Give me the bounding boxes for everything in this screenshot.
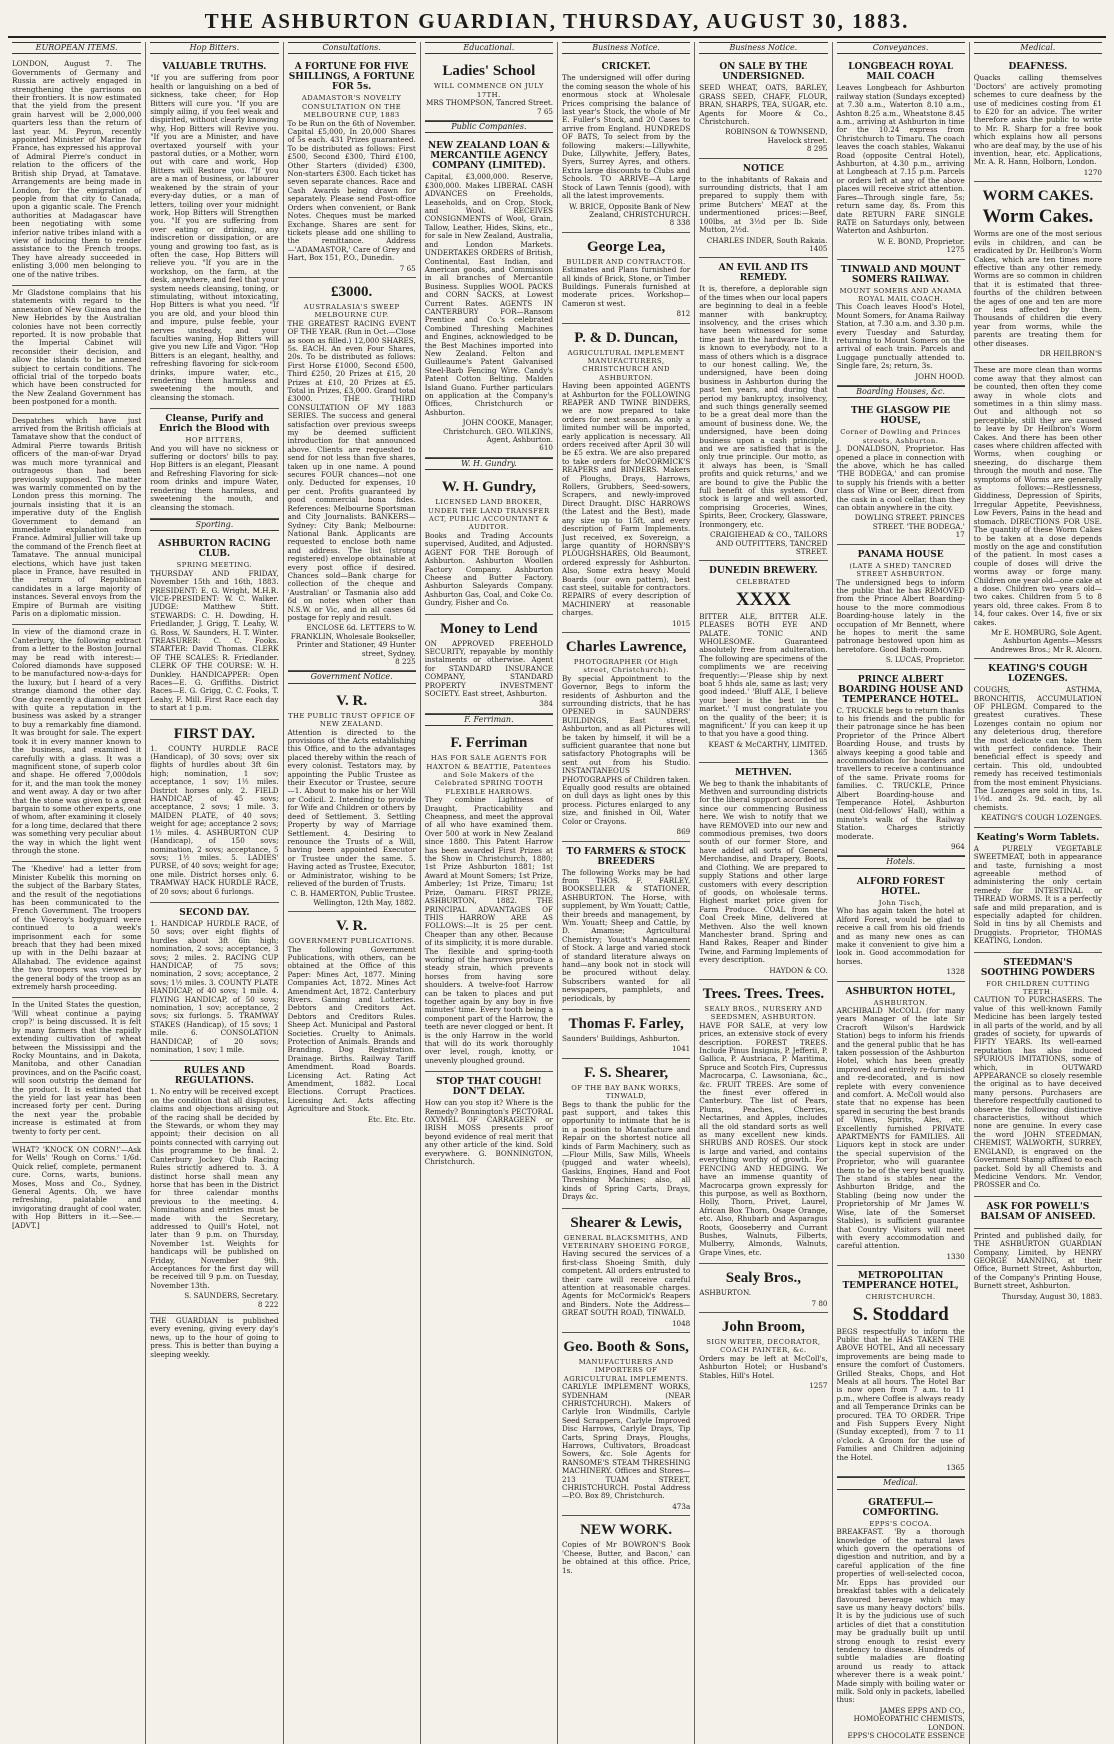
advertisement <box>562 1333 690 1516</box>
ad-subtitle: SPRING MEETING. <box>176 561 253 570</box>
ad-signature: CHARLES INDER, South Rakaia. <box>706 235 828 245</box>
ad-title: VALUABLE TRUTHS. <box>162 62 267 73</box>
ad-title: WORM CAKES. <box>982 188 1094 205</box>
column-heading: Business Notice. <box>699 42 827 54</box>
ad-subtitle: BUILDER AND CONTRACTOR. <box>566 257 686 266</box>
ad-subtitle: HAS FOR SALE AGENTS FOR HAXTON & BEATTIE, Patentees and Sole Makers of the Celebrated SPRING TOOTH FLEXIBLE HARROWS. <box>426 754 552 796</box>
advertisement <box>699 159 827 259</box>
ad-reference: 964 <box>951 842 965 852</box>
ad-body: It is, therefore, a deplorable sign of the times when our local papers are beginning to deal in a feeble manner with bankruptcy, insolvency, and the crises which have been witnessed for some time past in the hardware line. It is known to everybody, not to a mass of others which is a disgrace to our honest calling. We, the undersigned, have been doing business in Ashburton during the past ten years, and during that period my bankruptcy, insolvency, and such things generally seemed to be a great deal more than the amount of business done. We, the undersigned, have been doing business upon a cash principle, and we are satisfied that is the only true principle. Our motto, as it always has been, is 'Small profits and quick returns,' and we are bound to give the Public the full benefit of this system. Our stock is large and well assorted, comprising Groceries, Wines, Spirits, Beer, Crockery, Glassware, Ironmongery, etc. <box>699 284 828 529</box>
column-heading: Medical. <box>974 42 1102 54</box>
ad-subtitle: CHRISTCHURCH. <box>865 1293 936 1302</box>
advertisement <box>974 828 1102 953</box>
advertisement <box>974 659 1102 828</box>
ad-subtitle: CELEBRATED <box>736 578 791 587</box>
masthead-date: AUGUST 30, 1883. <box>706 8 910 33</box>
advertisement <box>288 687 416 912</box>
ad-signature: HAYDON & CO. <box>769 965 828 975</box>
ad-reference: 8 225 <box>395 657 416 666</box>
ad-title: NEW ZEALAND LOAN & MERCANTILE AGENCY COMPANY (LIMITED). <box>427 141 550 172</box>
ad-subtitle: AGRICULTURAL IMPLEMENT MANUFACTURERS, CHRISTCHURCH AND ASHBURTON. <box>567 348 685 382</box>
ad-body: LONDON, August 7. The Governments of Germany and Russia are actively engaged in strengthening the garrisons on their frontiers. It is now estimated that the yield from the present grain harvest will be 2,000,000 quarters less than the return of last year. M. Peyron, recently appointed Minister of Marine for France, has expressed his approval of Admiral Pierre's conduct in relation to the officers of the British ship Dryad, at Tamatave. Arrangements are being made in London, for the emigration of people from that city to Canada, upon a gigantic scale. The French authorities at Madagascar have been negotiating with some inferior native tribes inland with a view of inducing them to render assistance to the French troops. They have already succeeded in enlisting 3,000 men belonging to one of the native tribes. <box>12 59 142 279</box>
section-heading: Public Companies. <box>425 121 553 133</box>
ad-body: Having been appointed AGENTS at Ashburton for the FOLLOWING REAPER AND TWINE BINDERS, we are now prepared to take orders for next season. As only a limited number will be imported, early application is necessary. All orders received after April 30 will be £5 extra. We are also prepared to take orders for McCORMICK'S REAPERS and BINDERS. Makers of Ploughs, Drays, Harrows, Rollers, Grubbers, Seed-sowers, Scrapers, and newly-improved Direct Draught. DISC HARROWS (the Latest and the Best), made any size up to 15ft, and every description of Farm Implements. Just received, ex Sovereign, a large quantity of HORNSBY'S PLOUGHSHARES, Old Beaumont, ordered expressly for Ashburton. Also, Some extra heavy Mould Boards (our own pattern), best cast steel, suitable for contractors. REPAIRS of every description of MACHINERY at reasonable charges. <box>562 381 691 618</box>
ad-title: ASHBURTON HOTEL, <box>845 986 956 997</box>
advertisement <box>562 842 690 1011</box>
ad-body: THURSDAY AND FRIDAY, November 15th and 16th, 1883. PRESIDENT: E. G. Wright, M.H.R. VICE-PRESIDENT: W. C. Walker. JUDGE: Matthew Stitt. STEWARDS: C. H. Dowding, H. Friedlander, J. Grigg, T. Leahy, W. G. Ross, W. Saunders, H. T. Winter. TREASURER: C. C. Fooks. STARTER: David Thomas. CLERK OF THE SCALES: R. Friedlander. CLERK OF THE COURSE: W. H. Dunkley. HANDICAPPER: Open Races—E. G. Griffiths. District Races—E. G. Grigg, C. C. Fooks, T. Leahy, F. Mill. First Race each day to start at 1 p.m. <box>150 568 279 713</box>
ad-subtitle: LICENSED LAND BROKER, UNDER THE LAND TRANSFER ACT, PUBLIC ACCOUNTANT & AUDITOR. <box>428 498 550 532</box>
ad-body: J. DONALDSON, Proprietor. Has opened a place in connection with the above, which he has called 'THE BODEGA,' and can promise to supply his friends with a better class of Wine or Beer, direct from the cask in a cool cellar, than they can obtain anywhere in the city. <box>836 444 965 513</box>
ad-title: METHVEN. <box>735 767 792 778</box>
ad-body: And you will have no sickness or suffering or doctors' bills to pay. Hop Bitters is an elegant, Pleasant and Refreshing Flavoring for sick-room drinks and impure Water, rendering them harmless, and sweetening the mouth, and cleansing the stomach. <box>150 443 279 512</box>
ad-body: BREAKFAST. 'By a thorough knowledge of the natural laws which govern the operations of digestion and nutrition, and by a careful application of the fine properties of well-selected cocoa, Mr. Epps has provided our breakfast tables with a delicately flavoured beverage which may save us many heavy doctors' bills. It is by the judicious use of such articles of diet that a constitution may be gradually built up until strong enough to resist every tendency to disease. Hundreds of subtle maladies are floating around us ready to attack wherever there is a weak point.' Made simply with boiling water or milk. Sold only in packets, labelled thus: <box>836 1527 965 1705</box>
ad-reference: 610 <box>539 443 553 453</box>
ad-title: V. R. <box>336 692 368 709</box>
ad-title: V. R. <box>336 918 368 935</box>
ad-body: Leaves Longbeach for Ashburton railway station (Sundays excepted) at 7.30 a.m., Waterton 8.10 a.m., Ashton 8.25 a.m., Wheatstone 8.45 a.m., arriving at Ashburton in time for the 10.24 express from Christchurch to Timaru. The coach leaves the coach stables, Wakanui Road (opposite Central Hotel), Ashburton, at 4.30 p.m., arriving at Longbeach at 7.15 p.m. Parcels or orders left at any of the above places will receive strict attention. Fares—Through single fare, 5s; return same day, 8s. From this date RETURN FARE SINGLE RATE on Saturdays only, between Waterton and Ashburton. <box>836 83 965 236</box>
section-heading: Boarding Houses, &c. <box>837 386 965 398</box>
advertisement <box>562 57 690 232</box>
advertisement <box>150 409 278 519</box>
ad-title: NEW WORK. <box>580 1522 673 1539</box>
advertisement <box>974 182 1102 363</box>
ad-display-line: XXXX <box>735 588 791 610</box>
ad-title: F. S. Shearer, <box>584 1064 669 1081</box>
column-1 <box>8 42 145 1744</box>
advertisement <box>837 401 965 544</box>
newspaper-title: THE ASHBURTON GUARDIAN, <box>204 8 557 33</box>
ad-title: Charles Lawrence, <box>565 638 687 655</box>
ad-subtitle: AUSTRALASIA'S SWEEP MELBOURNE CUP. <box>303 302 400 320</box>
ad-title: Sealy Bros., <box>725 1270 801 1287</box>
ad-body: ARCHIBALD McCOLL (for many years Manager of the late Sir Cracroft Wilson's Hardwick Station) begs to inform his friends and the general public that he has taken possession of the Ashburton Hotel, which has been greatly improved and entirely re-furnished and re-decorated, and is now replete with every convenience and comfort. A. McColl would also state that no expense has been spared in securing the best brands of Wines, Spirits, Ales, etc. Excellently furnished PRIVATE APARTMENTS for FAMILIES. All Liquors kept in stock are under the special supervision of the Proprietor, who will guarantee them to be of the very best quality. The stand is stables near the Ashburton Bridge, and the Stabling (being now under the Proprietorship of Mr James W. Wise, late of the Somerset Stables), is sufficient guarantee that Country Visitors will meet with every accommodation and careful attention. <box>836 1005 965 1251</box>
ad-body: Capital, £3,000,000. Reserve, £300,000. Makes LIBERAL CASH ADVANCES on Freeholds, Leaseholds, and on Crop, Stock, and Wool. RECEIVES CONSIGNMENTS of Wool, Grain, Tallow, Leather, Hides, Skins, etc., for sale in New Zealand, Australia, and London Markets. UNDERTAKES ORDERS of British, Continental, East Indian, and American goods, and Commission in all branches of Mercantile Business. Supplies WOOL PACKS and CORN SACKS, at Lowest Current Rates. AGENTS IN CANTERBURY FOR—Ransom Prentice and Co.'s celebrated Combined Threshing Machines and Engines, acknowledged to be the Best Machines imported into New Zealand. Felton and Guilleaume's Patent Galvanised Steel-Barb Fencing Wire. Candy's Patent Cotton Belting. Malden Island Guano. Further particulars on application at the Company's Offices, Christchurch or Ashburton. <box>424 172 553 417</box>
ad-subtitle: OF THE BAY BANK WORKS, TINWALD, <box>571 1083 681 1101</box>
ad-body: COUGHS, ASTHMA, BRONCHITIS, ACCUMULATION OF PHLEGM. Compared to the greatest curatives. These Lozenges contain no opium nor any deleterious drug, therefore the most delicate can take them with perfect confidence. Their beneficial effect is speedy and certain. This old, undoubted remedy has received testimonials from the most eminent Physicians. The Lozenges are sold in tins, 1s. 1½d. and 2s. 9d. each, by all chemists. <box>973 685 1102 812</box>
advertisement <box>288 912 416 1128</box>
ad-subtitle: THE PUBLIC TRUST OFFICE OF NEW ZEALAND. <box>287 711 416 729</box>
ad-title: ASHBURTON RACING CLUB. <box>158 539 271 560</box>
advertisement <box>974 1229 1102 1305</box>
ad-signature: S. LUCAS, Proprietor. <box>885 655 965 665</box>
ad-subtitle: John Tisch, <box>878 898 923 907</box>
ad-body: Despatches which have just arrived from the British officials at Tamatave show that the conduct of Admiral Pierre towards British officers of the man-of-war Dryad was much more tyrannical and outrageous than had been previously supposed. The matter was warmly commented on by the London press this morning. The journals insisting that it is an imperative duty of the English Government to demand an immediate explanation from France. Admiral Jullier will take up the command of the French fleet at Tamatave. The annual municipal elections, which have just taken place in France, have resulted in the return of Republican candidates in a large majority of instances. Several envoys from the Empire of Burmah are visiting Paris on a diplomatic mission. <box>12 415 142 618</box>
ad-signature: Mr E. HOMBURG, Sole Agent. Ashburton Agents—Messrs Andrewes Bros.; Mr R. Alcorn. <box>990 627 1102 654</box>
ad-body: To be Run on the 6th of November. Capital £5,000, In 20,000 Shares of 5s each. 431 Prizes guaranteed. To be distributed as follows: First £500, Second £300, Third £100, Other Starters (divided) £300, Non-starters £300. Each ticket has seven separate chances. Race and Cash Awards being drawn for separately. Please send Post-office Orders when convenient, or Bank Notes. Cheques must be marked Exchange. Shares are sent for tickets please add one shilling to the remittance. Address—'ADAMASTOR,' Care of Grey and Hart, Box 151, P.O., Dunedin. <box>287 118 416 263</box>
advertisement <box>837 872 965 982</box>
advertisement <box>562 1059 690 1209</box>
ad-title: ALFORD FOREST HOTEL. <box>856 876 945 897</box>
ad-body: Who has again taken the hotel at Alford Forest, would be glad to receive a call from his old friends and as many new ones as can make it convenient to give him a look in. Good accommodation for horses. <box>836 906 965 966</box>
advertisement <box>425 136 553 457</box>
ad-body: 1. COUNTY HURDLE RACE (Handicap), of 30 sovs; over six flights of hurdles about 3ft 6in high; nomination, 1 sov; acceptance, 1 sov; 1½ miles. District horses only. 2. FIELD HANDICAP, of 45 sovs; acceptance, 2 sovs; 1 mile. 3. MAIDEN PLATE, of 40 sovs; weight for age; acceptance 2 sovs; 1½ miles. 4. ASHBURTON CUP (Handicap), of 150 sovs; nomination, 2 sovs; acceptance, 5 sovs; 1½ miles. 5. LADIES' PURSE, of 40 sovs; weight for age; one mile. District horses only. 6. TRAMWAY HACK HURDLE RACE, of 20 sovs; about 6 furlongs. <box>150 743 279 896</box>
ad-title: Ladies' School <box>442 63 536 80</box>
ad-body: In the United States the question, 'Will wheat continue a paying crop?' is being discussed. It is felt by many farmers that the rapidly extending cultivation of wheat between the Mississippi and the Rocky Mountains, and in Dakota, Manitoba, and other Canadian provinces, and on the Pacific coast, will soon outstrip the demand for the product. It is estimated that the yield for last year has been increased forty per cent. During the next year the probable increase is estimated at from twenty to forty per cent. <box>12 1000 142 1136</box>
ad-body: to the inhabitants of Rakaia and surrounding districts, that I am prepared to supply them with prime Butchers' MEAT at the undermentioned prices:—Beef, 100lbs, at 3½d per lb. Side Mutton, 2½d. <box>699 174 828 235</box>
ad-reference: 869 <box>676 827 691 837</box>
advertisement <box>150 903 278 1062</box>
advertisement <box>837 670 965 857</box>
ad-body: Worms are one of the most serious evils in children, and can be eradicated by Dr. Heilbron's Worm Cakes, which are ten times more effective than any other remedy. Worms are so common in children that it is estimated that three-fourths of the children between the ages of one and ten are more or less affected by them. Thousands of children die every year from worms, while the parents are treating them for other diseases. <box>973 229 1102 348</box>
column-heading: Business Notice. <box>562 42 690 54</box>
ad-body: Begs to thank the public for the past support, and takes this opportunity to intimate that he is in a position to Manufacture and Repair on the shortest notice all kinds of Farm Machinery, such as—Flour Mills, Saw Mills, Wheels (pugged and water wheels), Gaskins, Engines, Hand and Foot Threshing Machines; also, all kinds of Spring Carts, Drays, Drays &c. <box>562 1099 691 1202</box>
column-8 <box>969 42 1106 1744</box>
ad-title: ON SALE BY THE UNDERSIGNED. <box>719 62 808 83</box>
ad-title: STEEDMAN'S SOOTHING POWDERS <box>980 957 1095 978</box>
ad-reference: 1257 <box>809 1381 828 1390</box>
ad-subtitle: HOP BITTERS, <box>185 436 244 445</box>
ad-title: P. & D. Duncan, <box>574 329 678 346</box>
ad-reference: 17 <box>955 530 965 540</box>
advertisement <box>699 1313 827 1394</box>
ad-title: GRATEFUL—COMFORTING. <box>862 1497 939 1518</box>
ad-reference: 384 <box>539 699 553 709</box>
advertisement <box>699 1264 827 1313</box>
ad-body: 1. HANDICAP HURDLE RACE, of 50 sovs; over eight flights of hurdles about 3ft 6in high; nomination, 2 sovs; acceptance, 3 sovs; 2 miles. 2. RACING CUP HANDICAP, of 75 sovs; nomination, 2 sovs; acceptance, 2 sovs; 1½ miles. 3. COUNTY PLATE HANDICAP, of 40 sovs; 1 mile. 4. FLYING HANDICAP, of 50 sovs; nomination, 1 sov; acceptance, 2 sovs; six furlongs. 5. TRAMWAY STAKES (Handicap), of 15 sovs; 1 mile. 6. CONSOLATION HANDICAP, of 20 sovs; nomination, 1 sov; 1 mile. <box>150 918 279 1055</box>
ad-title: TINWALD AND MOUNT SOMERS RAILWAY. <box>840 264 961 285</box>
ad-title: RULES AND REGULATIONS. <box>174 1066 254 1087</box>
advertisement <box>12 57 141 286</box>
ad-title: KEATING'S COUGH LOZENGES. <box>988 664 1088 685</box>
ad-title: LONGBEACH ROYAL MAIL COACH <box>848 62 954 83</box>
ad-title: AN EVIL AND ITS REMEDY. <box>718 263 809 284</box>
ad-title: Thomas F. Farley, <box>568 1016 684 1032</box>
advertisement <box>425 615 553 714</box>
ad-reference: 1365 <box>946 1463 965 1473</box>
column-heading: Educational. <box>425 42 553 54</box>
advertisement <box>562 324 690 633</box>
advertisement <box>12 286 141 414</box>
ad-title: Money to Lend <box>440 620 538 637</box>
ad-signature: JOHN COOKE, Manager, Christchurch. GEO. WILKINS, Agent, Ashburton. <box>443 418 553 445</box>
advertisement <box>699 57 827 158</box>
advertisement <box>288 278 416 671</box>
ad-body: Orders may be left at McColl's, Ashburton Hotel; or Husband's Stables, Hill's Hotel. <box>699 1353 828 1380</box>
ad-signature: CRAIGIEHEAD & CO., TAILORS AND OUTFITTERS, TANCRED STREET. <box>710 530 828 556</box>
ad-body: How can you stop it? Where is the Remedy? Bonnington's PECTORAL OXYMEL OF CARRAGEEN or IRISH MOSS presents proof beyond evidence of real merit that any other article of the kind. Sold everywhere. G. BONNINGTON, Christchurch. <box>424 1098 553 1167</box>
ad-body: CAUTION TO PURCHASERS. The value of this well-known Family Medicine has been largely tested in all parts of the world, and by all grades of society, for upwards of FIFTY YEARS. Its well-earned reputation has also induced SPURIOUS IMITATIONS, some of which, in OUTWARD APPEARANCE so closely resemble the original as to have deceived many persons. Purchasers are therefore respectfully cautioned to observe the following distinctive characteristics, without which none are genuine. In every case the word JOHN STEEDMAN, CHEMIST, WALWORTH, SURREY, ENGLAND, is engraved on the Government Stamp affixed to each packet. Sold by all Chemists and Medicine Vendors. Mr. Vendor, PROSSER and Co. <box>973 995 1102 1190</box>
advertisement <box>837 982 965 1267</box>
ad-body: CARLYLE IMPLEMENT WORKS, SYDENHAM (NEAR CHRISTCHURCH). Makers of Carlyle Iron Windmills, Carlyle Seed Scrappers, Carlyle Improved Disc Harrows, Carlyle Drays, Tip Carts, Spring Drays, Ploughs, Harrows, Cultivators, Broadcast Sowers, &c. Sole Agents for RANSOME'S STEAM THRESHING MACHINERY. Offices and Stores—213 TUAM STREET, CHRISTCHURCH. Postal Address—P.O. Box 89, Christchurch. <box>562 1382 691 1501</box>
ad-reference: 1015 <box>671 618 691 628</box>
advertisement <box>12 414 141 626</box>
section-heading: W. H. Gundry. <box>425 458 553 470</box>
ad-body: Copies of Mr BOWRON'S Book 'Cheese, Butter, and Bacon,' can be obtained at this office. Price, 1s. <box>562 1540 691 1575</box>
ad-body: The following Works may be had from THOS. F. FARLEY, BOOKSELLER & STATIONER, ASHBURTON. The Horse, with supplement, by Wm Youatt; Cattle, their breeds and management, by Wm. Youatt; Sheep and Cattle, by D. Amamse; Agricultural Chemistry; Youatt's Management of Stock. A large and varied stock of standard literature always on hand—any book not in stock will be procured without delay. Subscribers wanted for all newspapers, pamphlets, and periodicals, by <box>562 867 691 1003</box>
column-2 <box>145 42 282 1744</box>
ad-body: In view of the diamond craze in Canterbury, the following extract from a letter to the Boston Journal may be read with interest:—Colored diamonds have supposed to be manufactured now-a-days for the luxury, but I heard of a very strange diamond the other day. One day recently a diamond expert with quite a reputation in the business was asked by a stranger to buy a remarkably fine diamond. It was brought for sale. The expert took it in every manner known to the business, and examined it carefully with a glass. It was a magnificent stone, of superb color and shape. He offered 7,000dols for it, and the man took the money and went away. A day or two after that the stone was given to a great bargain to some other experts, one of whom, after examining it closely for a long time, declared that there was something very peculiar about the way in which the light went through the stone. <box>12 627 142 855</box>
section-heading: Sporting. <box>150 519 278 531</box>
advertisement <box>150 1314 278 1365</box>
ad-title: NOTICE <box>742 163 784 174</box>
ad-body: BITTER ALE, BITTER ALE. PLEASES BOTH EYE AND PALATE. TONIC AND WHOLESOME. Guaranteed absolutely free from adulteration. The following are specimens of the compliments we are receiving frequently:—'Please ship by next boat 5 hhds ale, same as last; very good indeed.' 'Bluff ALE, I believe your beer is the best in the market.' 'I must congratulate you on the quality of the beer; it is magnificent.' If you can keep it up to that you have a good thing. <box>699 611 828 739</box>
ad-subtitle: MANUFACTURERS AND IMPORTERS OF AGRICULTURAL IMPLEMENTS. <box>563 1357 689 1383</box>
ad-body: WHAT? 'KNOCK ON CORN!'—Ask for Wells' 'Rough on Corns.' 1/6d. Quick relief, complete, permanent cure. Corns, warts, bunions. Moses, Moss and Co., Sydney, General Agents. Oh, we have refreshing, palatable and invigorating draught of cool water, with Hop Bitters in it.—See.—[ADVT.] <box>12 1144 142 1230</box>
ad-title: ASK FOR POWELL'S BALSAM OF ANISEED. <box>980 1201 1096 1222</box>
ad-body: 1. No entry will be received except on the condition that all disputes, claims and objections arising out of the racing shall be decided by the Stewards, or whom they may appoint; their decision on all points connected with carrying out this programme to be final. 2. Canterbury Jockey Club Racing Rules strictly adhered to. 3. A distinct horse shall mean any horse that has been in the District for three calendar months previous to the meeting. 4. Nominations and entries must be made with the Secretary, addressed to Quill's Hotel, not later than 9 p.m. on Thursday, November 1st. Weights for handicaps will be published on Friday, November 9th. Acceptances for the first day will be received till 9 p.m. on Tuesday, November 13th. <box>150 1087 279 1290</box>
ad-signature: W. BRICE, Opposite Bank of New Zealand, CHRISTCHURCH. <box>569 201 691 219</box>
ad-title: George Lea, <box>586 238 666 255</box>
ad-title: Trees. Trees. Trees. <box>702 985 825 1002</box>
ad-title: METROPOLITAN TEMPERANCE HOTEL, <box>842 1271 959 1292</box>
ad-body: The following Government Publications, with others, can be obtained at the Office of this Paper: Mines Act, 1877. Mining Companies Act, 1872. Mines Act Amendment Act, 1872. Canterbury Rivers. Gaming and Lotteries. Debtors and Creditors Act. Debtors and Creditors Rules. Sheep Act. Municipal and Pastoral Societies. Cruelty to Animals. Protection of Animals. Brands and Branding. Dog Registration. Drainage. Births. Railway Tariff Amendment. Road Boards. Licensing Act. Rating Act Amendment, 1882. Local Elections. Corrupt Practices. Licensing Act. Acts affecting Agriculture and Stock. <box>287 944 416 1114</box>
masthead <box>8 6 1106 38</box>
ad-reference: 1405 <box>809 243 828 253</box>
ad-reference: 7 65 <box>536 106 553 116</box>
ad-title: W. H. Gundry, <box>441 479 536 496</box>
columns <box>8 42 1106 1740</box>
ad-subtitle: MOUNT SOMERS AND ANAMA ROYAL MAIL COACH. <box>839 286 962 303</box>
ad-body: ON APPROVED FREEHOLD SECURITY, repayable by monthly instalments or otherwise. Agent for STANDARD INSURANCE COMPANY, STANDARD PROPERTY INVESTMENT SOCIETY. East street, Ashburton. <box>424 638 553 698</box>
ad-subtitle: SIGN WRITER, DECORATOR, COACH PAINTER, &c. <box>706 1337 821 1355</box>
column-5 <box>557 42 694 1744</box>
section-heading: Medical. <box>837 1477 965 1489</box>
ad-subtitle: WILL COMMENCE ON JULY 17TH. <box>433 82 544 99</box>
advertisement <box>150 534 278 719</box>
ad-body: Mr Gladstone complains that his statements with regard to the annexation of New Guinea and the New Hebrides by the Australian colonies have not been correctly reported. It is now probable that the Imperial Cabinet will reconsider their decision, and allow the islands to be annexed subject to certain conditions. The official trial of the torpedo boats which have been constructed for the New Zealand Government has been postponed for a month. <box>12 287 142 407</box>
masthead-day: THURSDAY, <box>562 8 701 33</box>
advertisement <box>12 862 141 998</box>
ad-reference: 7 80 <box>811 1298 828 1308</box>
advertisement <box>562 1209 690 1333</box>
ad-body: Having secured the services of a first-class Shoeing Smith, duly competent. All orders entrusted to their care will receive careful attention at reasonable charges. Agents for McCormick's Reapers and Binders. Note the Address—GREAT SOUTH ROAD, TINWALD. <box>562 1249 691 1318</box>
ad-reference: 8 222 <box>257 1299 279 1309</box>
ad-body: The undersigned will offer during the coming season the whole of his enormous stock at Wholesale Prices comprising the balance of last year's Stock, the whole of Mr E. Fuller's Stock, and 20 Cases to arrive from England. HUNDREDS OF BATS, To select from by the following makers:—Lillywhite, Duke, Lillywhite, Jeffery, Bates, Syers, Surrey Ayres, and others. Extra large discounts to Clubs and Schools. TO ARRIVE—A Large Stock of Lawn Tennis (good), with all the latest improvements. <box>562 73 691 201</box>
ad-subtitle: FOR CHILDREN CUTTING TEETH. <box>986 979 1090 996</box>
ad-body: The 'Khedive' had a letter from Minister Kubelik this morning on the subject of the Barbary States, and the result of the negotiations has been communicated to the French Government. The troopers of the Viceroy's bodyguard were continued to a week's imprisonment each for some breach that they had been mixed up with in the Delhi bazaar at Allahabad. The evidence against the two troopers was viewed by the general body of the troop as an extremely harsh proceeding. <box>12 864 142 992</box>
ad-title: FIRST DAY. <box>173 725 255 742</box>
advertisement <box>150 720 278 903</box>
ad-display-line: S. Stoddard <box>852 1303 949 1325</box>
column-heading: Consultations. <box>288 42 416 54</box>
ad-reference: 1270 <box>1083 167 1102 177</box>
advertisement <box>974 363 1102 659</box>
ad-body: C. TRUCKLE begs to return thanks to his friends and the public for their patronage since he has been Proprietor of the Prince Albert Boarding House, and trusts by always keeping a good table and accommodation for boarders and travellers to receive a continuance of the same. Private rooms for families. C. TRUCKLE, Prince Albert Boarding-house and Temperance Hotel, Ashburton (next Old-fellows' Hall), within a minute's walk of the Railway Station. Charges strictly moderate. <box>836 705 965 841</box>
advertisement <box>974 953 1102 1197</box>
ad-subtitle: ADAMASTOR'S NOVELTY CONSULTATION ON THE MELBOURNE CUP, 1883 <box>301 94 402 120</box>
ad-signature: KEAST & McCARTHY, LIMITED. <box>708 739 828 749</box>
advertisement <box>425 57 553 121</box>
ad-title: £3000. <box>331 283 373 300</box>
ad-title: Shearer & Lewis, <box>570 1214 682 1231</box>
ad-body: This Coach leaves Hood's Hotel, Mount Somers, for Anama Railway Station, at 7.30 a.m. and 3.30 p.m. every Tuesday and Saturday, returning to Mount Somers on the arrival of each train. Parcels and Luggage punctually attended to. Single fare, 2s; return, 3s. <box>836 302 965 371</box>
ad-body: The undersigned begs to inform the public that he has REMOVED from the Prince Albert Boarding-house to the more commodious Boarding-house lately in the occupation of Mr Bennett, where he hopes to merit the same patronage bestowed upon him as heretofore. Good Bath-room. <box>836 577 965 654</box>
ad-title: Keating's Worm Tablets. <box>976 832 1100 843</box>
ad-reference: 7 65 <box>399 263 416 273</box>
ad-title: John Broom, <box>721 1318 805 1335</box>
ad-reference: 1041 <box>671 1044 691 1054</box>
advertisement <box>562 233 690 324</box>
advertisement <box>837 260 965 386</box>
ad-subtitle: SEALY BROS., NURSERY AND SEEDSMEN, ASHBURTON. <box>704 1004 823 1022</box>
ad-title: CRICKET. <box>601 62 651 73</box>
ad-reference: 812 <box>676 309 691 319</box>
ad-body: Books and Trading Accounts supervised, Audited, and Adjusted. AGENT FOR THE Borough of Ashburton. Ashburton Woollen Factory Company. Ashburton Cheese and Butter Factory. Ashburton Saleyards Company. Ashburton Gas, Coal, and Coke Co. Gundry, Fisher and Co. <box>424 530 553 608</box>
ad-reference: 8 295 <box>806 144 828 154</box>
ad-body: By special Appointment to the Governor, Begs to inform the residents of Ashburton and the surrounding districts, that he has OPENED in SAUNDERS' BUILDINGS, East street, Ashburton, and as all Pictures will be taken by himself, it will be a sufficient guarantee that none but satisfactory Photographs will be sent out from his Studio. INSTANTANEOUS PHOTOGRAPHS of Children taken. Equally good results are obtained on dull days as light ones by this process. Pictures enlarged to any size, and finished in Oil, Water Color or Crayons. <box>562 673 691 826</box>
advertisement <box>837 545 965 670</box>
advertisement <box>425 473 553 614</box>
ad-title: PRINCE ALBERT BOARDING HOUSE AND TEMPERANCE HOTEL. <box>838 674 964 705</box>
ad-signature: S. SAUNDERS, Secretary. <box>184 1291 279 1301</box>
section-heading: F. Ferriman. <box>425 714 553 726</box>
ad-signature: KEATING'S COUGH LOZENGES. <box>980 813 1102 823</box>
advertisement <box>288 57 416 278</box>
ad-reference: 1275 <box>946 245 965 255</box>
ad-reference: 473a <box>672 1501 691 1511</box>
ad-title: A FORTUNE FOR FIVE SHILLINGS, A FORTUNE FOR 5s. <box>288 62 415 93</box>
ad-reference: 1328 <box>946 967 965 977</box>
advertisement <box>699 561 827 762</box>
advertisement <box>12 998 141 1143</box>
ad-body: THE GUARDIAN is published every evening, giving every day's news, up to the hour of going to press. This is better than buying a sleeping weekly. <box>150 1316 279 1359</box>
ad-title: DUNEDIN BREWERY. <box>709 566 818 577</box>
ad-title: DEAFNESS. <box>1008 62 1068 73</box>
section-heading: Hotels. <box>837 856 965 868</box>
ad-body: Attention is directed to the provisions of the Acts establishing this Office, and to the advantages placed thereby within the reach of every colonist. Testators may, by appointing the Public Trustee as their Executor or Trustee, secure—1. About to make his or her Will or Codicil. 2. Intending to provide for Wife and Children or others by deed of Settlement. 3. Settling Property by way of Marriage Settlement. 4. Desiring to renounce the Trusts of a Will, having been appointed Executor or Trustee under the same. 5. Having acted as Trustee, Executor, or Administrator, wishing to be relieved of the burden of Trusts. <box>287 727 416 888</box>
ad-body: Quacks calling themselves 'Doctors' are actively promoting schemes to cure deafness by the use of medicines costing from £1 to £20 for an advice. The writer therefore asks the public to write to Mr. R. Sharp for a free book which explains how all persons who are deaf may, by the use of his invention, hear, etc. Applications, Mr. A. R. Hann, Holborn, London. <box>973 73 1103 167</box>
ad-reference: EPPS'S CHOCOLATE ESSENCE <box>847 1731 965 1740</box>
ad-signature: ENCLOSE 6d. LETTERS to W. FRANKLIN, Wholesale Bookseller, Printer and Stationer, 49 Hunter street, Sydney. <box>290 623 416 658</box>
ad-signature: C. B. HAMERTON, Public Trustee. Wellington, 12th May, 1882. <box>290 889 416 907</box>
ad-reference: Etc. Etc. Etc. <box>367 1114 416 1124</box>
advertisement <box>699 258 827 561</box>
advertisement <box>974 57 1102 182</box>
ad-signature: DR HEILBRON'S <box>1039 348 1102 358</box>
ad-subtitle: ASHBURTON. <box>873 998 928 1007</box>
ad-body: ASHBURTON. <box>699 1288 752 1298</box>
column-heading: EUROPEAN ITEMS. <box>12 42 141 54</box>
advertisement <box>425 1072 553 1172</box>
ad-subtitle: (LATE A SHED) TANCRED STREET ASHBURTON. <box>849 561 952 579</box>
ad-title: THE GLASGOW PIE HOUSE, <box>850 406 951 427</box>
advertisement <box>425 729 553 1072</box>
column-6 <box>694 42 831 1744</box>
ad-body: We beg to thank the inhabitants of Methven and surrounding districts for the liberal support accorded us since our commencing Business here. We wish to notify that we have REMOVED into our new and commodious premises, two doors south of our former Store, and have added all sorts of General Merchandise, and Drapery, Boots, and Clothing. We are prepared to supply Stations and other large customers with every description of goods, on wholesale terms. Highest market price given for Farm Produce. COAL from the Coal Creek Mine, delivered at Methven. Also the well known Manchester brand. Spring and Hand Rakes, Reaper and Binder Twine, and Farming Implements of every description. <box>699 778 828 965</box>
column-4 <box>420 42 557 1744</box>
ad-body: BEGS respectfully to inform the Public that he HAS TAKEN THE ABOVE HOTEL, And all necessary improvements are being made to ensure the comfort of Customers. Grilled Steaks, Chops, and Hot Meals at all hours. The Hotel Bar is now open from 7 a.m. to 11 p.m., where Coffee is always ready and all Temperance Drinks can be procured. TEA TO ORDER. Tripe and Fish Suppers Every Night (Sunday excepted), from 7 to 11 o'clock. A Groom for the use of Families and Children adjoining the Hotel. <box>836 1326 965 1462</box>
advertisement <box>150 1061 278 1314</box>
advertisement <box>699 763 827 980</box>
ad-body: THE GREATEST RACING EVENT OF THE YEAR. (Run in Oct.—Close as soon as filled.) 12,000 SHARES, 5s. EACH. An even Four Shares, 20s. To be distributed as follows: First Horse £1000, Second £500, Third £250, 20 Prizes at £15, 20 Prizes at £10, 20 Prizes at £5. Total in Prizes, £3,000. Grand total £3000. THE THIRD CONSULTATION OF MY 1883 SERIES. The success and general satisfaction over previous sweeps my be deemed sufficient introduction for that announced above. Clients are requested to send for not less than five shares, taken up in one name. A pound secures FOUR chances—not one only. Deducted for expenses, 10 per cent. Profits guaranteed by good commercial bona fides. References: Melbourne Sportsman and City Journalists. BANKERS—Sydney: City Bank; Melbourne: National Bank. Applicants are requested to enclose both name and address. The list (strong registered) envelope obtainable at every post office if desired. Chances sold—Bank charge for collection of the cheque and 'Australian' or Tasmania also add 6d on notes when other than N.S.W. or Vic, and in all cases 6d postage for reply and result. <box>287 318 416 622</box>
ad-subtitle: Corner of Dowling and Princes streets, Ashburton. <box>840 428 962 445</box>
ad-signature: JAMES EPPS AND CO., HOMOEOPATHIC CHEMISTS, LONDON. <box>853 1705 965 1732</box>
ad-subtitle: PHOTOGRAPHER (Of High street, Christchurch). <box>573 657 679 675</box>
ad-body: Printed and published daily, for THE ASHBURTON GUARDIAN Company, Limited, by HENRY GEORGE MANNING, at their Office, Burnett Street, Ashburton, of the Company's Printing House, Burnett street, Ashburton. <box>973 1230 1102 1291</box>
section-heading: Government Notice. <box>288 671 416 683</box>
ad-body: SEED WHEAT, OATS, BARLEY, GRASS SEED, CHAFF, FLOUR, BRAN, SHARPS, TEA, SUGAR, etc. Agents for Moore & Co., Christchurch. <box>699 83 828 127</box>
column-3 <box>283 42 420 1744</box>
ad-display-line: Worm Cakes. <box>982 206 1094 228</box>
ad-subtitle: GENERAL BLACKSMITHS, AND VETERINARY SHOEING FORGE, <box>562 1233 690 1250</box>
advertisement <box>562 1516 690 1581</box>
ad-body: These are more clean than worms come away that they almost can be counted, then often they come away in whole clots and sometimes in a thin slimy mass. Out and although not so perceptible, still they are caused to leave by Dr Heilbron's Worm Cakes. And there has been other cases where children affected with Worms, when coughing or sneezing, do discharge them through the mouth and nose. The symptoms of Worms are generally as follows:—Restlessness, Giddiness, Depression of Spirits, Irregular Appetite, Peevishness, Low Fevers, Pains in the head and stomach. DIRECTIONS FOR USE. The quantity of these Worm Cakes to be taken at a dose depends mostly on the age and constitution of the patient. In most cases a couple of doses will drive the worms away or forge many. Children one year old—one cake at a dose. Children two years old—two cakes. Children from 5 to 8 years old, three cakes. From 8 to 14, four cakes. Over 14, five or six cakes. <box>973 365 1102 627</box>
ad-signature: JOHN HOOD. <box>915 371 965 381</box>
advertisement <box>837 57 965 259</box>
advertisement <box>699 980 827 1264</box>
ad-subtitle: GOVERNMENT PUBLICATIONS. <box>288 937 415 946</box>
ad-signature: ROBINSON & TOWNSEND, Havelock street. <box>725 127 828 145</box>
ad-reference: Thursday, August 30, 1883. <box>1002 1291 1102 1301</box>
ad-reference: 8 338 <box>669 218 691 228</box>
ad-title: Geo. Booth & Sons, <box>563 1338 689 1355</box>
ad-title: TO FARMERS & STOCK BREEDERS <box>566 846 686 867</box>
advertisement <box>837 1266 965 1477</box>
column-heading: Conveyances. <box>837 42 965 54</box>
advertisement <box>974 1197 1102 1229</box>
column-7 <box>832 42 969 1744</box>
advertisement <box>12 1143 141 1236</box>
advertisement <box>837 1493 965 1744</box>
ad-reference: 1365 <box>809 748 828 758</box>
ad-title: STOP THAT COUGH! DON'T DELAY. <box>436 1077 542 1098</box>
ad-signature: DOWLING STREET. PRINCES STREET. 'THE BODEGA.' <box>854 513 965 531</box>
ad-body: A PURELY VEGETABLE SWEETMEAT, both in appearance and taste, furnishing a most agreeable method of administering the only certain remedy for INTESTINAL or THREAD WORMS. It is a perfectly safe and mild preparation, and is especially adapted for children. Sold in tins by all Chemists and Druggists. Proprietor, THOMAS KEATING, London. <box>973 843 1102 946</box>
ad-title: Cleanse, Purify and Enrich the Blood with <box>159 414 270 435</box>
advertisement <box>12 625 141 862</box>
advertisement <box>150 57 278 409</box>
column-heading: Hop Bitters. <box>150 42 278 54</box>
ad-body: "If you are suffering from poor health or languishing on a bed of sickness, take cheer, for Hop Bitters will cure you. "If you are simply ailing, if you feel weak and dispirited, without clearly knowing why, Hop Bitters will Revive you. "If you are a Minister, and have overtaxed yourself with your pastoral duties, or a Mother, worn out with care and work, Hop Bitters will Restore you. "If you are a man of business, or labourer weakened by the strain of your every-day duties, or a man of letters, toiling over your midnight work, Hop Bitters will Strengthen you. "If you are suffering from over eating or drinking, any indiscretion or dissipation, or are young and growing too fast, as is often the case, Hop Bitters will relieve you. "If you are in the workshop, on the farm, at the desk, anywhere, and feel that your system needs cleansing, toning, or stimulating, without intoxicating, Hop Bitters is what you need. "If you are old, and your blood thin and impure, pulse feeble, your nerves unsteady, and your faculties waning, Hop Bitters will give you new Life and Vigor. "Hop Bitters is an elegant, healthy, and refreshing flavoring for sick-room drinks, impure water, etc., rendering them harmless and sweetening the mouth, and cleansing the stomach. <box>150 73 279 402</box>
ad-body: They combine Lightness of Draught, Practicability and Cheapness, and meet the approval of all who have examined them. Over 500 at work in New Zealand since 1880. This Patent Harrow has been awarded First Prizes at the Show in Christchurch, 1880; 1st Prize Ashburton 1881; 1st Award at Mount Somers; 1st Prize, Amberley; 1st Prize, Timaru; 1st Prize, Oamaru. FIRST PRIZE, ASHBURTON, 1882. THE PRINCIPAL ADVANTAGES OF THIS HARROW ARE AS FOLLOWS:—It is 25 per cent. Cheaper than any other. Because of its simplicity, it is more durable. The flexible and spring-tooth working of the harrows produce a steady strain, which prevents horses from having sore shoulders. A twelve-foot Harrow can be taken to places and put together again by any boy in five minutes' time. Every tooth being a component part of the Harrow, the teeth are never clogged or bent. It is the only Harrow in the world that will do its work thoroughly over level, rough, knotty, or unevenly ploughed ground. <box>424 795 553 1065</box>
ad-title: SECOND DAY. <box>179 907 250 918</box>
advertisement <box>562 1010 690 1059</box>
ad-signature: MRS THOMPSON, Tancred Street. <box>425 98 553 108</box>
ad-body: Estimates and Plans furnished for all kinds of Brick, Stone, or Timber Buildings. Funerals furnished at moderate prices. Workshop—Cameron st west. <box>562 265 691 308</box>
ad-body: HAVE FOR SALE, at very low prices, an extensive stock of every description. FOREST TREES. Include Pinus Insignis, P. Jefferii, P. Gallica, P. Austriaca, P. Maritima, Spruce and Scotch Firs, Cupressus Macrocarpa, C. Lawsoniana, &c., &c. FRUIT TREES. Are some of the finest ever offered in Canterbury. The list of Pears, Plums, Peaches, Cherries, Nectarines, and Apples, includes all the old standard sorts as well as many excellent new kinds. SHRUBS AND ROSES. Our stock is large and varied, and contains everything worthy of growth. For FENCING AND HEDGING. We have an immense quantity of Macrocarpa grown expressly for this purpose, as well as Boxthorn, Holly, Thorn, Privet, Laurel, African Box Thorn, Osage Orange, etc. Also, Rhubarb and Asparagus Roots, Gooseberry and Currant Bushes, Walnuts, Filberts, Mulberry, Almonds, Walnuts, Grape Vines, etc. <box>699 1020 828 1257</box>
advertisement <box>562 633 690 842</box>
ad-reference: 1330 <box>946 1251 965 1261</box>
ad-signature: W. E. BOND, Proprietor. <box>877 236 965 246</box>
ad-subtitle: EPPS'S COCOA. <box>869 1519 932 1528</box>
ad-reference: 1048 <box>671 1318 691 1328</box>
ad-body: Saunders' Buildings, Ashburton. <box>562 1034 680 1043</box>
ad-title: PANAMA HOUSE <box>857 549 944 560</box>
ad-title: F. Ferriman <box>450 735 528 752</box>
